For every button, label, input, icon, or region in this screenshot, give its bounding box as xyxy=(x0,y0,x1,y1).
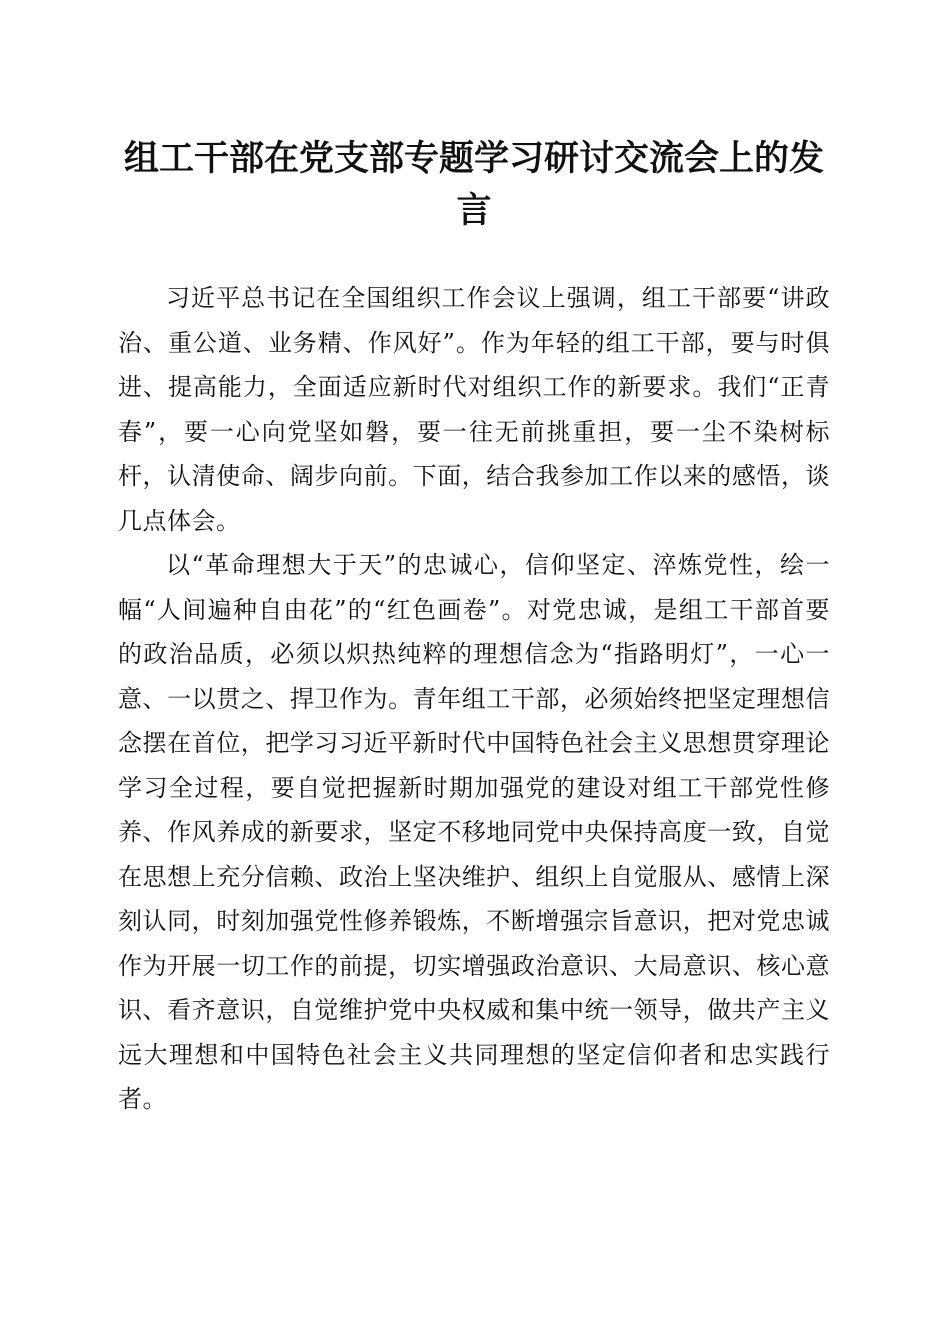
paragraph-intro: 习近平总书记在全国组织工作会议上强调，组工干部要“讲政治、重公道、业务精、作风好”。作为年轻的组工干部，要与时俱进、提高能力，全面适应新时代对组织工作的新要求。我们“正青春”，要一心向党坚如磐，要一往无前挑重担，要一尘不染树标杆，认清使命、阔步向前。下面，结合我参加工作以来的感悟，谈几点体会。 xyxy=(118,284,830,535)
document-title: 组工干部在党支部专题学习研讨交流会上的发言 xyxy=(123,138,824,231)
document-body xyxy=(118,276,830,1122)
paragraph-loyalty: 以“革命理想大于天”的忠诚心，信仰坚定、淬炼党性，绘一幅“人间遍种自由花”的“红色画卷”。对党忠诚，是组工干部首要的政治品质，必须以炽热纯粹的理想信念为“指路明灯”，一心一意、一以贯之、捍卫作为。青年组工干部，必须始终把坚定理想信念摆在首位，把学习习近平新时代中国特色社会主义思想贯穿理论学习全过程，要自觉把握新时期加强党的建设对组工干部党性修养、作风养成的新要求，坚定不移地同党中央保持高度一致，自觉在思想上充分信赖、政治上坚决维护、组织上自觉服从、感情上深刻认同，时刻加强党性修养锻炼，不断增强宗旨意识，把对党忠诚作为开展一切工作的前提，切实增强政治意识、大局意识、核心意识、看齐意识，自觉维护党中央权威和集中统一领导，做共产主义远大理想和中国特色社会主义共同理想的坚定信仰者和忠实践行者。 xyxy=(118,551,830,1113)
